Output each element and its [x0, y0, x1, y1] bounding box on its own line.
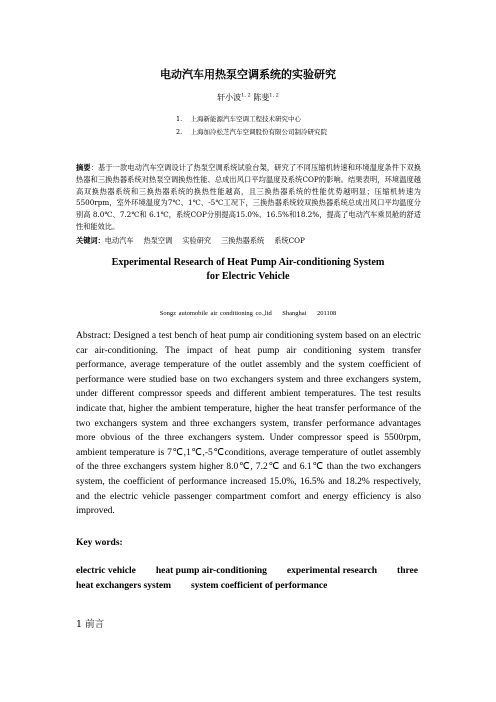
keywords-english-label: Key words:: [76, 538, 123, 548]
author-superscript: 1, 2: [241, 92, 251, 99]
keyword-cn: 系统COP: [274, 236, 305, 245]
keyword-cn: 热泵空调: [143, 236, 173, 245]
keyword-en: electric vehicle: [76, 566, 136, 576]
affiliation-2: 2. 上海加冷松芝汽车空调股份有限公司制冷研究院: [176, 128, 327, 136]
keyword-cn: 电动汽车: [104, 236, 134, 245]
abstract-english: Abstract: Designed a test bench of heat pump air conditioning system based on an electric car air-conditioning. The impact of heat pump air conditioning system transfer performance, average temperature of the outlet assembly and the system coefficient of performance were studied base on two exchangers system and three exchangers system, under different compressor speeds and different ambient temperatures. The test results indicate that, higher the ambient temperature, higher the heat transfer performance of the two exchangers system and three exchangers system, transfer performance advantages more obvious of the three exchangers system. Under compressor speed is 5500rpm, ambient temperature is 7℃,1℃,-5℃conditions, average temperature of outlet assembly of the three exchangers system higher 8.0℃, 7.2℃ and 6.1℃ than the two exchangers system, the coefficient of performance increased 15.0%, 16.5% and 18.2% respectively, and the electric vehicle passenger compartment comfort and energy efficiency is also improved.: [76, 331, 421, 517]
author-name: 陈斐: [253, 93, 270, 102]
keyword-cn: 三换热器系统: [221, 236, 265, 245]
author-name: 轩小波: [217, 93, 242, 102]
keywords-chinese-label: 关键词: [76, 236, 98, 245]
keyword-en: heat pump air-conditioning: [155, 566, 267, 576]
author-line: [0, 92, 496, 103]
abstract-chinese: [76, 162, 421, 233]
abstract-chinese-text: ：基于一款电动汽车空调设计了热泵空调系统试验台架，研究了不同压缩机转速和环境温度条件下双换热器和三换热器系统对热泵空调换热性能、总成出风口平均温度及系统COP的影响。结果表明，环境温度越高双换热器系统和三换热器系统的换热性能越高，且三换热器系统的性能优势越明显；压缩机转速为5500rpm，室外环境温度为7℃、1℃、-5℃工况下，三换热器系统较双换热器系统总成出风口平均温度分别高 8.0℃、7.2℃和 6.1℃，系统COP分别提高15.0%、16.5%和18.2%，提高了电动汽车乘员舱的舒适性和能效比。: [76, 163, 421, 231]
author-superscript: 1, 2: [269, 92, 279, 99]
keyword-en: three heat exchangers system: [76, 566, 418, 591]
keyword-en: system coefficient of performance: [190, 580, 328, 591]
abstract-chinese-label: 摘要: [76, 163, 91, 172]
keywords-chinese: 关键词：电动汽车 热泵空调 实验研究 三换热器系统 系统COP: [76, 236, 305, 245]
affiliation-1: 1. 上海新能源汽车空调工程技术研究中心: [176, 115, 301, 123]
keyword-en: experimental research: [286, 566, 378, 576]
keyword-cn: 实验研究: [182, 236, 212, 245]
keywords-english: [76, 564, 421, 593]
affiliation-english: Songz automobile air conditioning co.,ltd Shanghai 201108: [159, 310, 337, 317]
section-heading-introduction: 1 前言: [76, 619, 105, 630]
title-chinese: 电动汽车用热泵空调系统的实验研究: [160, 68, 336, 81]
title-english-line-2: for Electric Vehicle: [206, 271, 290, 282]
title-english-line-1: Experimental Research of Heat Pump Air-conditioning System: [111, 257, 385, 268]
